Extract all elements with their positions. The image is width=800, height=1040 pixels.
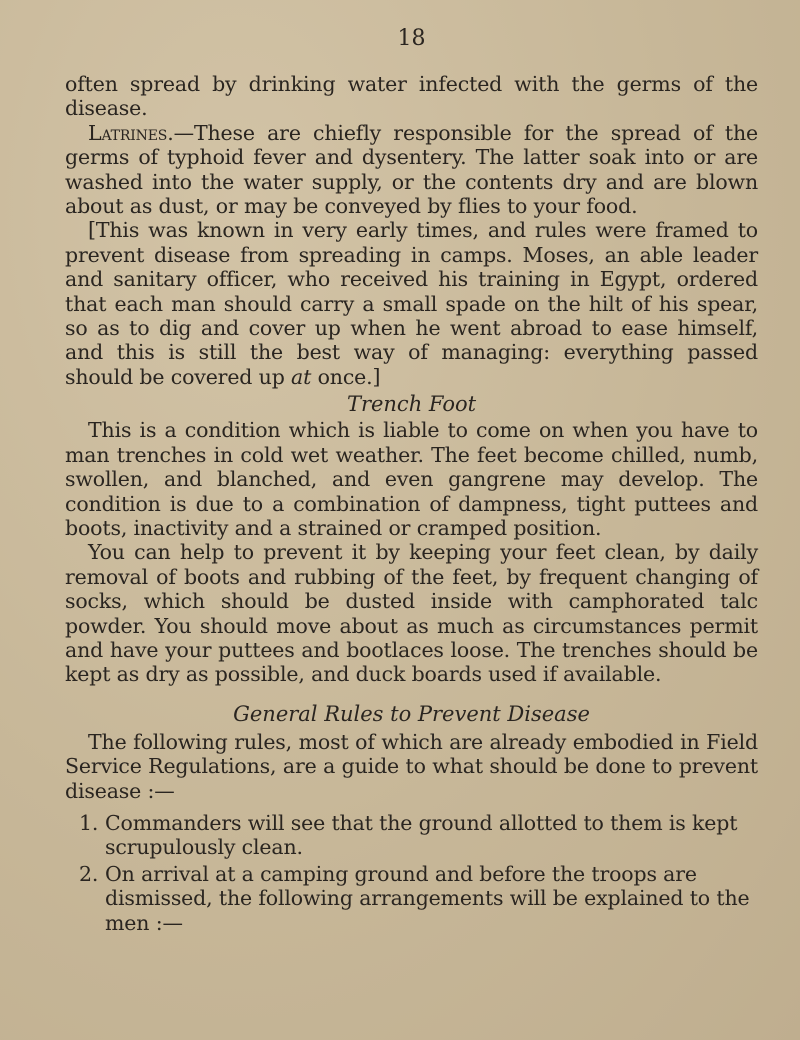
- section-heading-trench-foot: Trench Foot: [346, 392, 477, 417]
- paragraph-trench-foot-2: You can help to prevent it by keeping your feet clean, by daily removal of boots and rubbing of the feet, by frequent changing of socks, which should be dusted inside with camphorated talc powder. You should move about as much as circumstances permit and have your puttees and bootlaces loose. The trenches should be kept as dry as possible, and duck boards used if available.: [65, 540, 758, 687]
- rule-text: Commanders will see that the ground allotted to them is kept scrupulously clean.: [105, 810, 738, 860]
- latrines-text: —These are chiefly responsible for the spread of the germs of typhoid fever and dysentery. The latter soak into or are washed into the water supply, or the contents dry and are blown about as dust, or may be conveyed by flies to your food.: [65, 120, 758, 219]
- moses-text: [This was known in very early times, and rules were framed to prevent disease from spreading in camps. Moses, an able leader and sanitary officer, who received his training in Egypt, ordered that each man should carry a small spade on the hilt of his spear, so as to dig and cover up when he went abroad to ease himself, and this is still the best way of managing: everything passed should be covered up: [65, 218, 758, 389]
- moses-tail: once.]: [311, 364, 381, 389]
- paragraph-latrines: [65, 121, 758, 219]
- rule-item-2: [65, 862, 758, 935]
- paragraph-general-rules-intro: The following rules, most of which are already embodied in Field Service Regulations, are a guide to what should be done to prevent disease :—: [65, 729, 758, 803]
- paragraph-continuation: often spread by drinking water infected with the germs of the disease.: [65, 72, 758, 121]
- rule-text: On arrival at a camping ground and before the troops are dismissed, the following arrangements will be explained to the men :—: [105, 861, 750, 935]
- section-heading-general-rules: General Rules to Prevent Disease: [233, 701, 590, 726]
- paragraph-moses: [65, 218, 758, 389]
- moses-emphasis: at: [291, 364, 312, 389]
- rule-item-1: [65, 811, 758, 860]
- latrines-heading: Latrines.: [88, 120, 174, 145]
- page-number: 18: [397, 26, 426, 51]
- rule-number: 1.: [79, 810, 99, 835]
- rule-number: 2.: [79, 861, 99, 886]
- rules-list: [65, 811, 758, 935]
- paragraph-trench-foot-1: This is a condition which is liable to come on when you have to man trenches in cold wet weather. The feet become chilled, numb, swollen, and blanched, and even gangrene may develop. The condition is due to a combination of dampness, tight puttees and boots, inactivity and a strained or cramped position.: [65, 418, 758, 540]
